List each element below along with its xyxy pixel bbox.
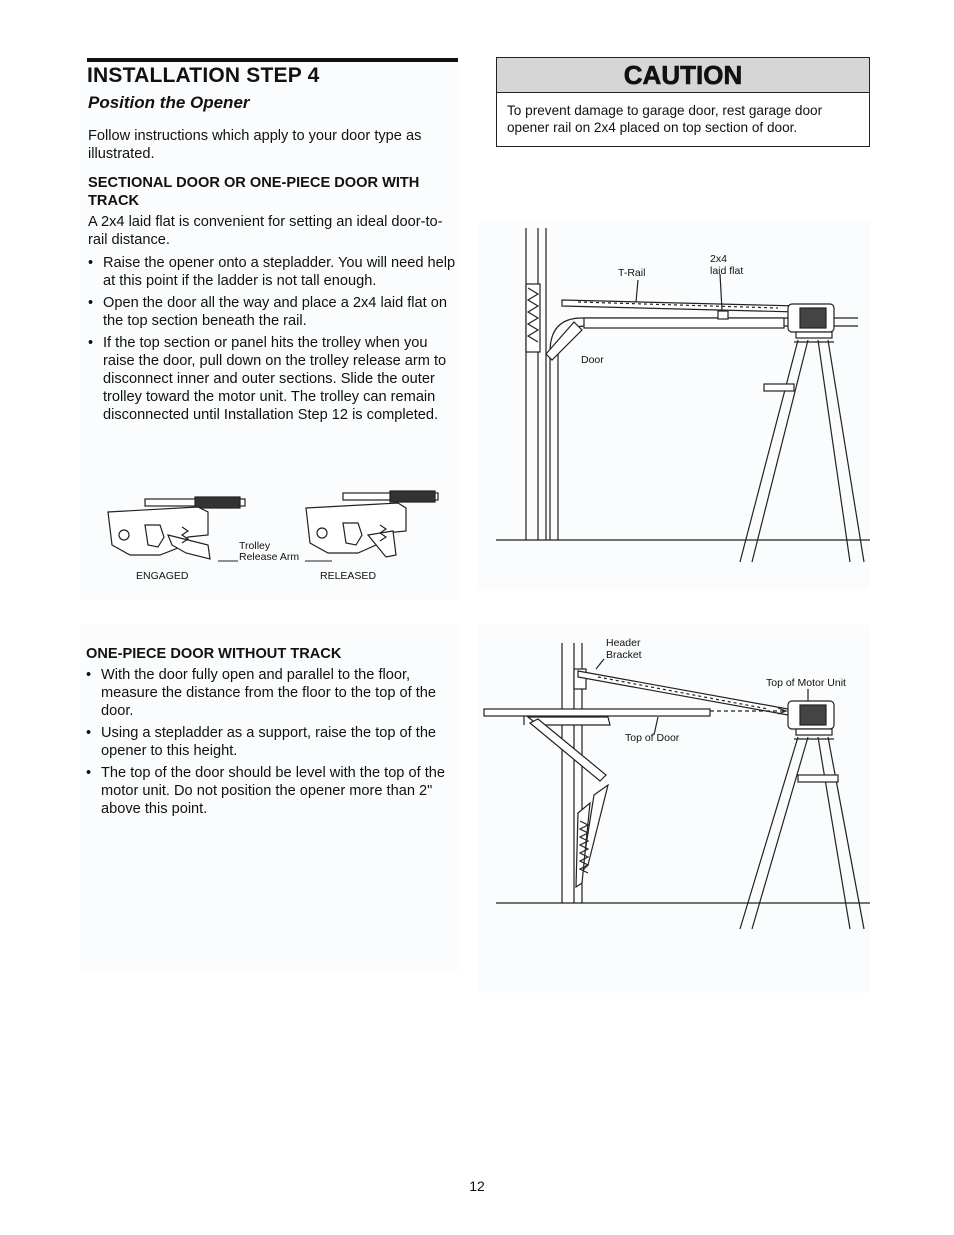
onepiece-bullet-list (86, 666, 456, 822)
page-number: 12 (469, 1178, 485, 1194)
two-by-four-label-1: 2x4 (710, 253, 727, 265)
title-rule (87, 58, 458, 62)
engaged-label: ENGAGED (136, 570, 189, 582)
page-subtitle: Position the Opener (88, 93, 250, 112)
two-by-four-label-2: laid flat (710, 265, 744, 277)
caution-box (496, 57, 870, 147)
trolley-released-drawing (306, 491, 438, 557)
page-title: INSTALLATION STEP 4 (87, 64, 320, 87)
intro-text: Follow instructions which apply to your door type as illustrated. (88, 128, 422, 162)
top-of-door-label: Top of Door (625, 732, 680, 744)
caution-text: To prevent damage to garage door, rest garage door opener rail on 2x4 placed on top section of door. (507, 103, 823, 135)
list-item: • Raise the opener onto a stepladder. You will need help at this point if the ladder is not tall enough. (88, 254, 458, 290)
released-label: RELEASED (320, 570, 377, 582)
caution-title: CAUTION (497, 58, 869, 93)
list-item: • Using a stepladder as a support, raise the top of the opener to this height. (86, 724, 456, 760)
sectional-intro: A 2x4 laid flat is convenient for setting an ideal door-to-rail distance. (88, 214, 443, 248)
list-item: • The top of the door should be level with the top of the motor unit. Do not position the opener more than 2" above this point. (86, 764, 456, 818)
list-item: • With the door fully open and parallel to the floor, measure the distance from the floor to the top of the door. (86, 666, 456, 720)
trolley-engaged-drawing (108, 497, 245, 559)
t-rail-label: T-Rail (618, 267, 646, 279)
sectional-bullet-list (88, 254, 458, 428)
sectional-door-figure (478, 222, 870, 590)
header-bracket-label-1: Header (606, 637, 641, 649)
onepiece-heading: ONE-PIECE DOOR WITHOUT TRACK (86, 646, 342, 662)
list-item: • Open the door all the way and place a 2x4 laid flat on the top section beneath the rail. (88, 294, 458, 330)
door-label: Door (581, 354, 604, 366)
sectional-heading: SECTIONAL DOOR OR ONE-PIECE DOOR WITH TRACK (88, 175, 420, 209)
list-item: • If the top section or panel hits the trolley when you raise the door, pull down on the trolley release arm to disconnect inner and outer sections. Slide the outer trolley toward the motor unit. The trolley can remain disconnected until Installation Step 12 is completed. (88, 334, 458, 424)
trolley-release-arm-label-2: Release Arm (239, 551, 300, 563)
header-bracket-label-2: Bracket (606, 649, 642, 661)
top-of-motor-unit-label: Top of Motor Unit (766, 677, 846, 689)
trolley-release-arm-label-1: Trolley (239, 540, 271, 552)
